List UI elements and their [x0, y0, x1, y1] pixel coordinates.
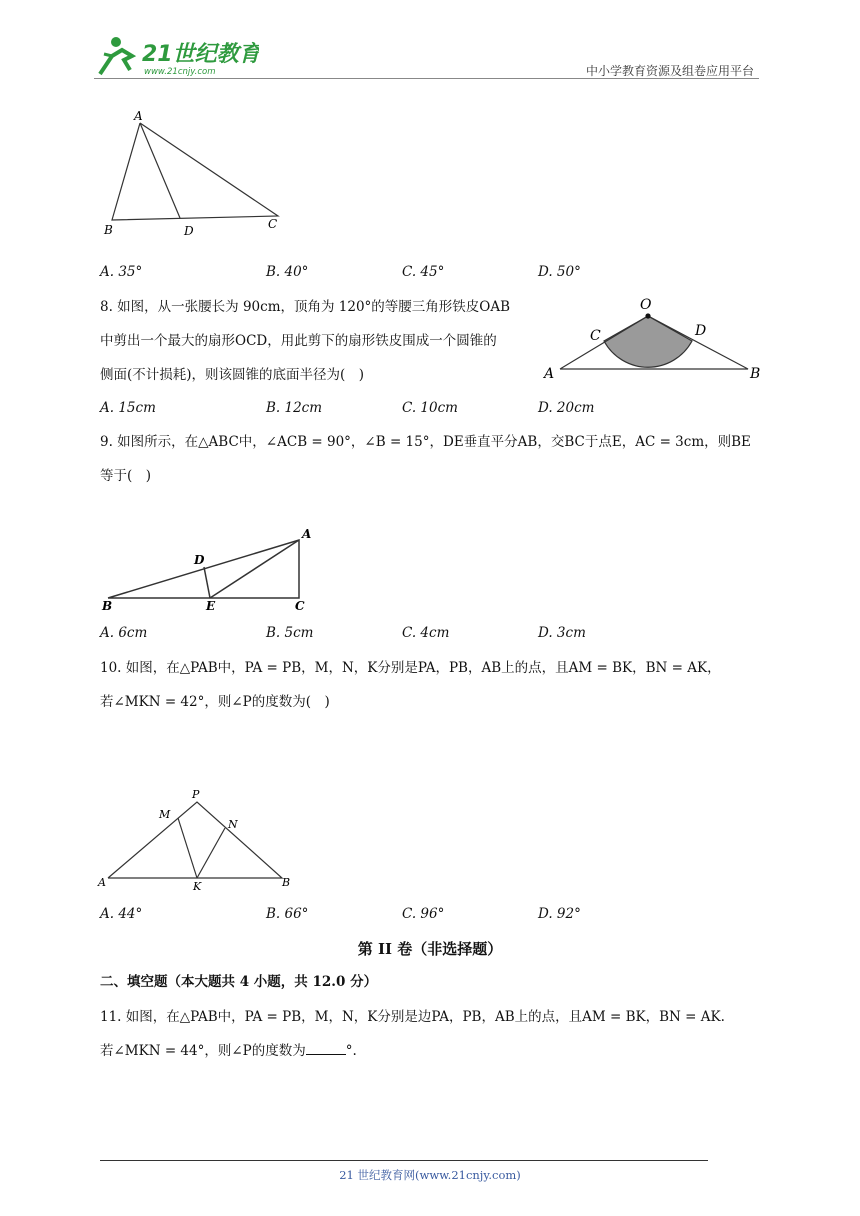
- q9-label-e: E: [206, 599, 216, 613]
- q9-option-c: C. 4cm: [402, 625, 450, 641]
- q9-label-c: C: [295, 599, 305, 613]
- q9-text: [100, 425, 770, 493]
- q8-figure: [540, 292, 770, 384]
- q10-label-b: B: [282, 876, 291, 889]
- q7-option-b: B. 40°: [266, 264, 309, 280]
- q7-option-a: A. 35°: [100, 264, 143, 280]
- q11-line-2-suffix: °.: [345, 1043, 357, 1059]
- q10-label-p: P: [192, 788, 200, 801]
- logo-url: www.21cnjy.com: [144, 67, 216, 77]
- q8-label-o: O: [640, 297, 652, 313]
- q8-option-c: C. 10cm: [402, 400, 458, 416]
- q10-figure: [96, 786, 306, 892]
- header-divider: [94, 78, 759, 79]
- q8-label-b: B: [750, 366, 761, 382]
- logo-text: 21世纪教育: [142, 42, 259, 67]
- q10-option-a: A. 44°: [100, 906, 143, 922]
- q9-option-a: A. 6cm: [100, 625, 148, 641]
- header-platform-text: 中小学教育资源及组卷应用平台: [585, 64, 754, 78]
- q7-label-b: B: [104, 223, 113, 237]
- section-fill-in-title: 二、填空题（本大题共 4 小题，共 12.0 分）: [100, 974, 378, 990]
- q10-label-n: N: [228, 818, 238, 831]
- q11-line-1: 11. 如图，在△PAB中，PA = PB，M，N，K分别是边PA，PB，AB上的点，且AM = BK，BN = AK.: [100, 1009, 725, 1025]
- q7-option-d: D. 50°: [538, 264, 581, 280]
- q7-label-a: A: [134, 109, 143, 123]
- q10-option-b: B. 66°: [266, 906, 309, 922]
- q8-line-1: 8. 如图，从一张腰长为 90cm，顶角为 120°的等腰三角形铁皮OAB: [100, 299, 511, 315]
- footer-divider: [100, 1160, 708, 1161]
- q7-label-d: D: [184, 224, 194, 238]
- q9-label-d: D: [194, 553, 205, 567]
- q8-label-a: A: [544, 366, 555, 382]
- q10-option-c: C. 96°: [402, 906, 445, 922]
- q8-line-3: 侧面(不计损耗)，则该圆锥的底面半径为( ): [100, 367, 365, 383]
- q8-option-b: B. 12cm: [266, 400, 323, 416]
- q10-line-1: 10. 如图，在△PAB中，PA = PB，M，N，K分别是PA，PB，AB上的点，且AM = BK，BN = AK，: [100, 660, 721, 676]
- q10-label-a: A: [98, 876, 106, 889]
- q9-label-b: B: [102, 599, 113, 613]
- q11-answer-blank[interactable]: [306, 1041, 346, 1055]
- q10-label-m: M: [159, 808, 171, 821]
- logo-figure-icon: [94, 34, 259, 78]
- q9-figure: [98, 524, 318, 616]
- q8-label-d: D: [695, 323, 707, 339]
- q8-option-a: A. 15cm: [100, 400, 156, 416]
- q9-option-b: B. 5cm: [266, 625, 314, 641]
- q8-option-d: D. 20cm: [538, 400, 595, 416]
- q10-label-k: K: [193, 880, 202, 892]
- q7-label-c: C: [268, 217, 278, 231]
- q10-text: [100, 651, 770, 719]
- part-two-title: 第 II 卷（非选择题）: [357, 940, 503, 958]
- q9-option-d: D. 3cm: [538, 625, 586, 641]
- q8-label-c: C: [590, 328, 601, 344]
- q8-line-2: 中剪出一个最大的扇形OCD，用此剪下的扇形铁皮围成一个圆锥的: [100, 333, 497, 349]
- q9-line-2: 等于( ): [100, 468, 152, 484]
- logo: [94, 34, 259, 78]
- q8-text: [100, 290, 540, 392]
- footer-text: 21 世纪教育网(www.21cnjy.com): [339, 1168, 521, 1182]
- q9-line-1: 9. 如图所示，在△ABC中，∠ACB = 90°，∠B = 15°，DE垂直平分AB，交BC于点E，AC = 3cm，则BE: [100, 434, 751, 450]
- q10-option-d: D. 92°: [538, 906, 581, 922]
- q7-figure: [100, 108, 300, 240]
- q11-line-2: [100, 1034, 770, 1068]
- q7-option-c: C. 45°: [402, 264, 445, 280]
- q11-line-2-prefix: 若∠MKN = 44°，则∠P的度数为: [100, 1043, 306, 1059]
- q9-label-a: A: [302, 527, 312, 541]
- q10-line-2: 若∠MKN = 42°，则∠P的度数为( ): [100, 694, 330, 710]
- q11-text: [100, 1000, 770, 1068]
